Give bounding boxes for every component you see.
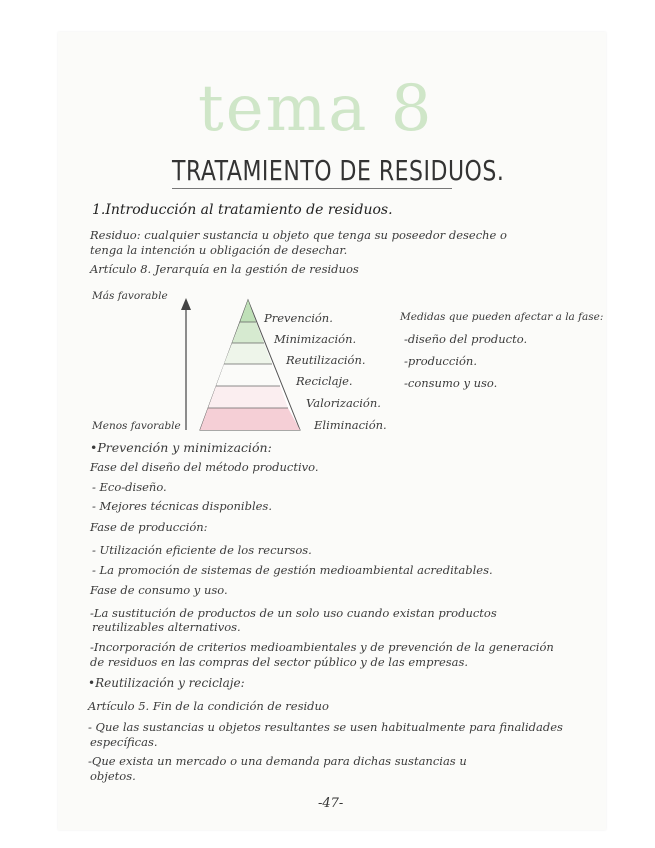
level-valorizacion: Valorización.: [306, 396, 381, 410]
measures-title: Medidas que pueden afectar a la fase:: [400, 311, 604, 323]
que-sustancias-line2: específicas.: [90, 735, 158, 749]
page-number: -47-: [318, 796, 344, 811]
fase-consumo: Fase de consumo y uso.: [90, 583, 228, 597]
mejores-tecnicas: - Mejores técnicas disponibles.: [92, 499, 272, 513]
pyramid-level-3: [224, 343, 272, 364]
promocion-sistemas: - La promoción de sistemas de gestión medioambiental acreditables.: [92, 563, 493, 577]
incorporacion-line2: de residuos en las compras del sector público y de las empresas.: [90, 655, 469, 669]
que-exista-line2: objetos.: [90, 769, 136, 783]
axis-bottom-label: Menos favorable: [92, 420, 181, 432]
level-reutilizacion: Reutilización.: [286, 353, 366, 367]
sustitucion-line2: reutilizables alternativos.: [92, 620, 241, 634]
residuo-definition-line2: tenga la intención u obligación de desechar.: [90, 243, 348, 257]
section-1-heading: 1.Introducción al tratamiento de residuos.: [92, 202, 393, 218]
incorporacion-line1: -Incorporación de criterios medioambientales y de prevención de la generación: [90, 640, 554, 654]
que-exista-line1: -Que exista un mercado o una demanda para dichas sustancias u: [88, 754, 467, 768]
measure-diseno: -diseño del producto.: [404, 332, 528, 346]
prevencion-heading: •Prevención y minimización:: [90, 440, 272, 455]
level-minimizacion: Minimización.: [274, 332, 357, 346]
articulo-5: Artículo 5. Fin de la condición de residuo: [88, 699, 329, 713]
axis-arrow-head: [181, 298, 191, 310]
eco-diseno: - Eco-diseño.: [92, 480, 167, 494]
tema-heading: tema 8: [198, 72, 434, 146]
fase-produccion: Fase de producción:: [90, 520, 208, 534]
level-prevencion: Prevención.: [264, 311, 333, 325]
measure-produccion: -producción.: [404, 354, 477, 368]
articulo-8: Artículo 8. Jerarquía en la gestión de residuos: [90, 262, 359, 276]
utilizacion-eficiente: - Utilización eficiente de los recursos.: [92, 543, 312, 557]
reutilizacion-heading: •Reutilización y reciclaje:: [88, 676, 245, 690]
page-title: TRATAMIENTO DE RESIDUOS.: [172, 156, 505, 188]
fase-diseno: Fase del diseño del método productivo.: [90, 460, 319, 474]
pyramid-level-2: [232, 322, 264, 343]
que-sustancias-line1: - Que las sustancias u objetos resultantes se usen habitualmente para finalidades: [88, 720, 563, 734]
axis-top-label: Más favorable: [92, 290, 168, 302]
pyramid-level-6: [200, 408, 300, 430]
pyramid-level-1: [240, 300, 256, 322]
pyramid-level-4: [216, 364, 280, 386]
measure-consumo: -consumo y uso.: [404, 376, 498, 390]
level-eliminacion: Eliminación.: [314, 418, 387, 432]
residuo-definition-line1: Residuo: cualquier sustancia u objeto que tenga su poseedor deseche o: [90, 228, 507, 242]
sustitucion-line1: -La sustitución de productos de un solo uso cuando existan productos: [90, 606, 497, 620]
pyramid-level-5: [208, 386, 288, 408]
level-reciclaje: Reciclaje.: [296, 374, 353, 388]
